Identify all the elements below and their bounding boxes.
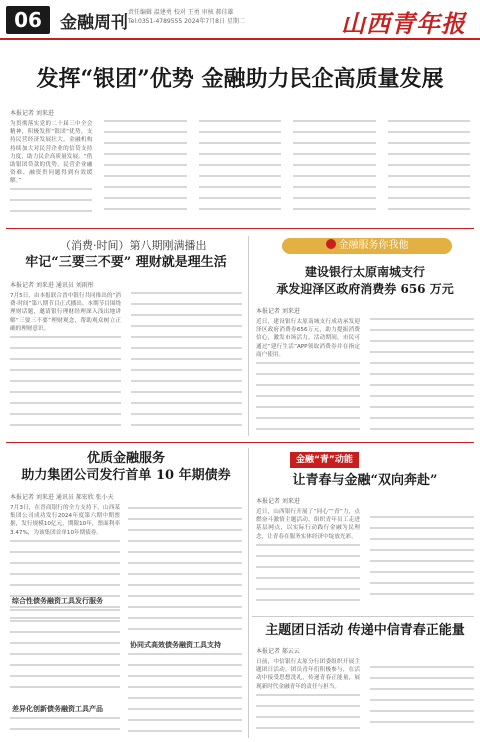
story2-kicker: （消费·时间）第八期刚满播出 (60, 239, 207, 252)
story4-body-col1c (10, 714, 120, 740)
story6-byline: 本报记者 郝云云 (256, 648, 300, 655)
lead-divider (6, 228, 474, 229)
story5-body-text: 近日，山西银行开展了“同心”“青”力，点燃奋斗激情主题活动，组织青年员工走进基层网点，以实际行动践行金融为民理念，让青春在服务实体经济中绽放光彩。 (256, 509, 360, 540)
section-title: 金融周刊 (60, 13, 128, 33)
story3-headline-line2: 承发迎泽区政府消费券 656 万元 (276, 282, 454, 296)
story2-byline: 本报记者 刘来进 通讯员 刘雨彤 (10, 282, 94, 289)
story2-body-text: 7月5日，由本报联合晋中银行共同推出的“消费·时间”第八期节目正式播出。本期节目围绕理财话题，邀请银行理财经理深入浅出地讲解“三要三不要”理财观念，帮助观众树立正确的理财意识。 (10, 293, 121, 332)
lead-body (10, 120, 470, 220)
story3-headline (252, 264, 478, 298)
lead-byline: 本报记者 刘来进 (10, 110, 54, 117)
header-meta (128, 8, 245, 26)
story3-banner-text: 金融服务你我他 (338, 240, 409, 251)
lead-headline: 发挥“银团”优势 金融助力民企高质量发展 (36, 66, 444, 92)
story4-headline (6, 450, 246, 484)
lead-body-text: 为贯彻落实党的二十届三中全会精神，积极发挥“银团”优势，支持民营经济发展壮大，金融机构持续加大对民营企业的信贷支持力度，助力民企高质量发展。“借助银团贷款的优势，民营企业融资难、融资贵问题得到有效缓解。” (10, 121, 93, 185)
middle-divider (6, 442, 474, 443)
story6-body (256, 658, 474, 738)
story4-headline-line1: 优质金融服务 (86, 451, 165, 466)
story2-headline: 牢记“三要三不要” 理财就是理生活 (25, 255, 227, 270)
story4-subhead-2: 协同式高效债务融资工具支持 (130, 641, 221, 649)
story6-headline: 主题团日活动 传递中信青春正能量 (265, 623, 465, 638)
story3-banner (282, 238, 452, 254)
story3-body-text: 近日，建设银行太原南城支行成功承发迎泽区政府消费券656万元，助力提振消费信心，激发市场活力。活动期间，市民可通过“建行生活”APP领取消费券并在指定商户使用。 (256, 319, 360, 358)
story4-body-text: 7月3日，在晋商银行的全力支持下，山西某集团公司成功发行2024年度第六期中期票据，发行规模10亿元，期限10年，票面利率3.47%，为该集团首单10年期债券。 (10, 505, 120, 536)
column-divider-lower (248, 448, 249, 738)
story4-body-col2b (128, 650, 242, 738)
story5-byline: 本报记者 刘来进 (256, 498, 300, 505)
story3-body (256, 318, 474, 436)
story4-byline: 本报记者 刘来进 通讯员 郝宏欣 张小天 (10, 494, 114, 501)
header-meta-line1: 责任编辑 温建勇 校对 王勇 审核 郝佳雄 (128, 9, 234, 16)
right-lower-divider (252, 616, 474, 617)
newspaper-masthead: 山西青年报 (341, 9, 466, 38)
story4-headline-line2: 助力集团公司发行首单 10 年期债券 (21, 468, 231, 483)
story4-subhead-3: 差异化创新债务融资工具产品 (12, 705, 103, 713)
page-number: 06 (6, 6, 50, 34)
story4-body-col1b (10, 606, 120, 696)
header-meta-line2: Tel:0351-4789555 2024年7月8日 星期二 (128, 18, 245, 25)
story5-body (256, 508, 474, 612)
story2-body (10, 292, 242, 432)
story4-body-col2 (128, 504, 242, 634)
story5-headline: 让青春与金融“双向奔赴” (292, 473, 438, 488)
banner-dot-icon (326, 239, 336, 249)
story4-subhead-1: 综合性债务融资工具发行服务 (12, 597, 103, 605)
column-divider (248, 236, 249, 436)
story3-headline-line1: 建设银行太原南城支行 (304, 265, 425, 279)
page-header (0, 0, 480, 40)
story3-byline: 本报记者 刘来进 (256, 308, 300, 315)
story5-tag: 金融“青”动能 (290, 452, 359, 468)
story6-body-text: 日前，中信银行太原分行团委组织开展主题团日活动，团员青年们积极参与，在活动中接受思想洗礼，传递青春正能量，展现新时代金融青年的责任与担当。 (256, 659, 360, 690)
